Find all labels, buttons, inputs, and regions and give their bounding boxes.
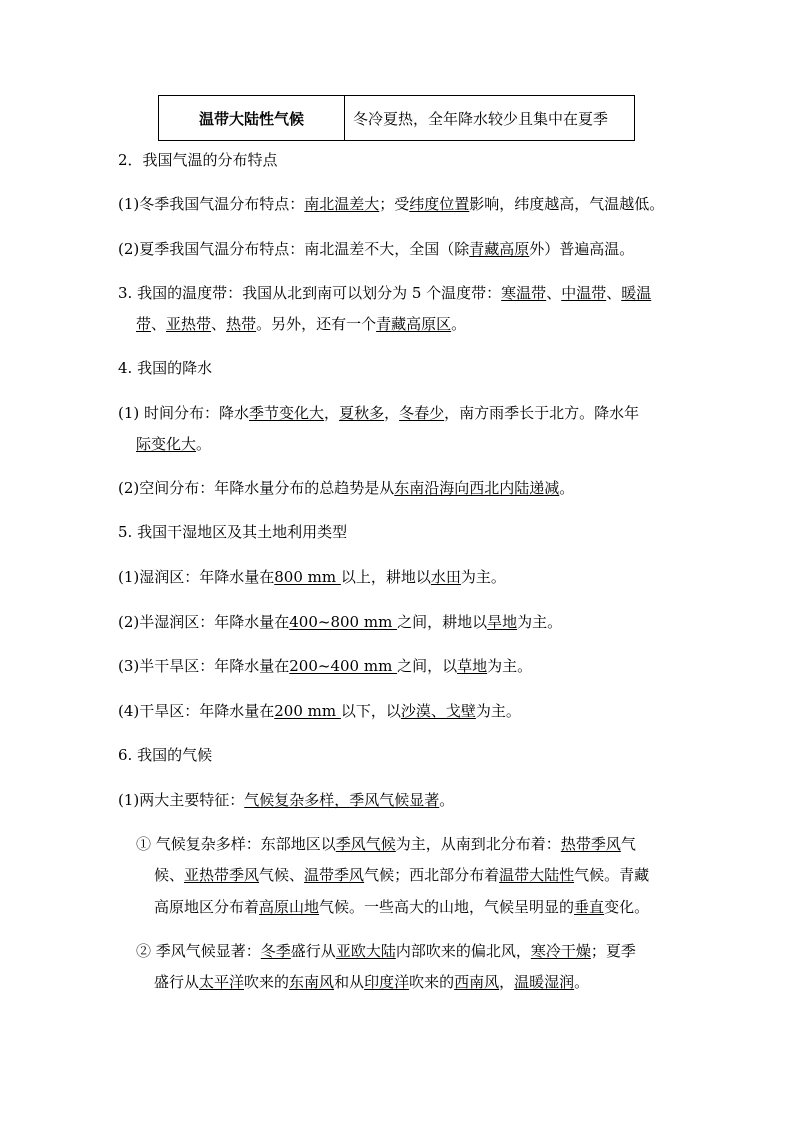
text: 、	[546, 284, 562, 302]
text: ① 气候复杂多样：东部地区以	[136, 835, 336, 853]
s6-c2-line1	[136, 941, 636, 961]
answer: 青藏高原	[469, 240, 530, 258]
text: 之间，以	[397, 657, 458, 675]
s3-line1	[118, 283, 651, 303]
text: 。	[196, 435, 212, 453]
text: ；夏季	[590, 942, 636, 960]
s5-p3	[118, 656, 532, 676]
climate-name-cell: 温带大陆性气候	[159, 96, 345, 141]
answer: 温带大陆性	[499, 866, 575, 884]
text: (2)夏季我国气温分布特点：南北温差不大，全国（除	[118, 240, 470, 258]
text: 吹来的	[409, 973, 455, 991]
answer: 暖温	[621, 284, 652, 302]
climate-desc-cell: 冬冷夏热，全年降水较少且集中在夏季	[345, 96, 635, 141]
text: ，	[499, 973, 515, 991]
s5-p4	[118, 701, 521, 721]
text: 、	[606, 284, 622, 302]
answer: 南北温差大	[304, 195, 380, 213]
answer: 水田	[430, 568, 461, 586]
s5-p1	[118, 567, 506, 587]
answer: 青藏高原区	[376, 315, 452, 333]
text: (4)干旱区：年降水量在	[118, 702, 275, 720]
text: 和从	[334, 973, 365, 991]
text: 变化。	[604, 898, 650, 916]
text: ，南方雨季长于北方。降水年	[444, 404, 640, 422]
text: 影响，纬度越高，气温越低。	[469, 195, 665, 213]
text: 盛行从	[290, 942, 336, 960]
text: 。	[559, 479, 575, 497]
text: 、	[151, 315, 167, 333]
answer: 寒温带	[501, 284, 547, 302]
s2-p2	[118, 239, 634, 259]
text: 为主，从南到北分布着：	[395, 835, 561, 853]
text: 为主。	[487, 657, 533, 675]
answer: 西南风	[454, 973, 500, 991]
s4-p1-line2	[136, 434, 211, 454]
answer: 太平洋	[199, 973, 245, 991]
text: (1) 时间分布：降水	[118, 404, 250, 422]
s6-c1-line3	[154, 897, 649, 917]
s6-c1-line1	[136, 834, 636, 854]
answer: 草地	[457, 657, 488, 675]
answer: 200~400 mm	[289, 657, 398, 675]
answer: 亚热带季风	[184, 866, 260, 884]
text: 为主。	[460, 568, 506, 586]
answer: 气候复杂多样，季风气候显著	[244, 791, 440, 809]
s6-p1	[118, 790, 454, 810]
answer: 季风气候	[335, 835, 396, 853]
text: 高原地区分布着	[154, 898, 260, 916]
text: 、	[211, 315, 227, 333]
text: 内部吹来的偏北风，	[395, 942, 531, 960]
answer: 旱地	[487, 613, 518, 631]
text: 。	[451, 315, 467, 333]
text: 之间，耕地以	[397, 613, 488, 631]
section-4-title: 4. 我国的降水	[118, 359, 213, 377]
text: ；受	[379, 195, 410, 213]
text: (2)空间分布：年降水量分布的总趋势是从	[118, 479, 395, 497]
answer: 东南沿海向西北内陆递减	[394, 479, 560, 497]
text: ，	[384, 404, 400, 422]
text: 。	[574, 973, 590, 991]
s4-p2	[118, 478, 574, 498]
answer: 热带	[226, 315, 257, 333]
text: 以下，以	[340, 702, 401, 720]
text: 为主。	[475, 702, 521, 720]
answer: 纬度位置	[409, 195, 470, 213]
table-row	[159, 96, 635, 141]
answer: 东南风	[289, 973, 335, 991]
s6-c2-line2	[154, 972, 589, 992]
section-6-title: 6. 我国的气候	[118, 746, 213, 764]
answer: 高原山地	[259, 898, 320, 916]
text: 以上，耕地以	[340, 568, 431, 586]
text: (3)半干旱区：年降水量在	[118, 657, 290, 675]
text: 盛行从	[154, 973, 200, 991]
text: (1)冬季我国气温分布特点：	[118, 195, 305, 213]
text: 气候。一些高大的山地，气候呈明显的	[319, 898, 575, 916]
answer: 温带季风	[304, 866, 365, 884]
s3-line2	[136, 314, 466, 334]
text: (2)半湿润区：年降水量在	[118, 613, 290, 631]
section-2-title: 2．我国气温的分布特点	[118, 151, 278, 169]
answer: 沙漠、戈壁	[400, 702, 476, 720]
text: 候、	[154, 866, 185, 884]
text: ② 季风气候显著：	[136, 942, 261, 960]
answer: 际变化大	[136, 435, 197, 453]
answer: 亚欧大陆	[335, 942, 396, 960]
text: (1)两大主要特征：	[118, 791, 245, 809]
s2-p1	[118, 194, 664, 214]
text: 3. 我国的温度带：我国从北到南可以划分为 5 个温度带：	[118, 284, 502, 302]
answer: 冬春少	[399, 404, 445, 422]
text: ，	[324, 404, 340, 422]
text: 气候、	[259, 866, 305, 884]
s4-p1-line1	[118, 403, 639, 423]
text: 气候。青藏	[574, 866, 650, 884]
answer: 冬季	[260, 942, 291, 960]
answer: 温暖湿润	[514, 973, 575, 991]
text: (1)湿润区：年降水量在	[118, 568, 275, 586]
text: 气候；西北部分布着	[364, 866, 500, 884]
text: 吹来的	[244, 973, 290, 991]
answer: 寒冷干燥	[530, 942, 591, 960]
text: 气	[620, 835, 636, 853]
s5-p2	[118, 612, 562, 632]
answer: 中温带	[561, 284, 607, 302]
section-5-title: 5. 我国干湿地区及其土地利用类型	[118, 523, 348, 541]
climate-table	[158, 95, 635, 141]
answer: 夏秋多	[339, 404, 385, 422]
answer: 垂直	[574, 898, 605, 916]
text: 。	[439, 791, 455, 809]
s6-c1-line2	[154, 865, 649, 885]
answer: 亚热带	[166, 315, 212, 333]
answer: 带	[136, 315, 152, 333]
answer: 热带季风	[560, 835, 621, 853]
answer: 200 mm	[274, 702, 341, 720]
answer: 印度洋	[364, 973, 410, 991]
answer: 400~800 mm	[289, 613, 398, 631]
text: 外）普遍高温。	[529, 240, 635, 258]
answer: 季节变化大	[249, 404, 325, 422]
answer: 800 mm	[274, 568, 341, 586]
text: 。另外，还有一个	[256, 315, 377, 333]
text: 为主。	[517, 613, 563, 631]
